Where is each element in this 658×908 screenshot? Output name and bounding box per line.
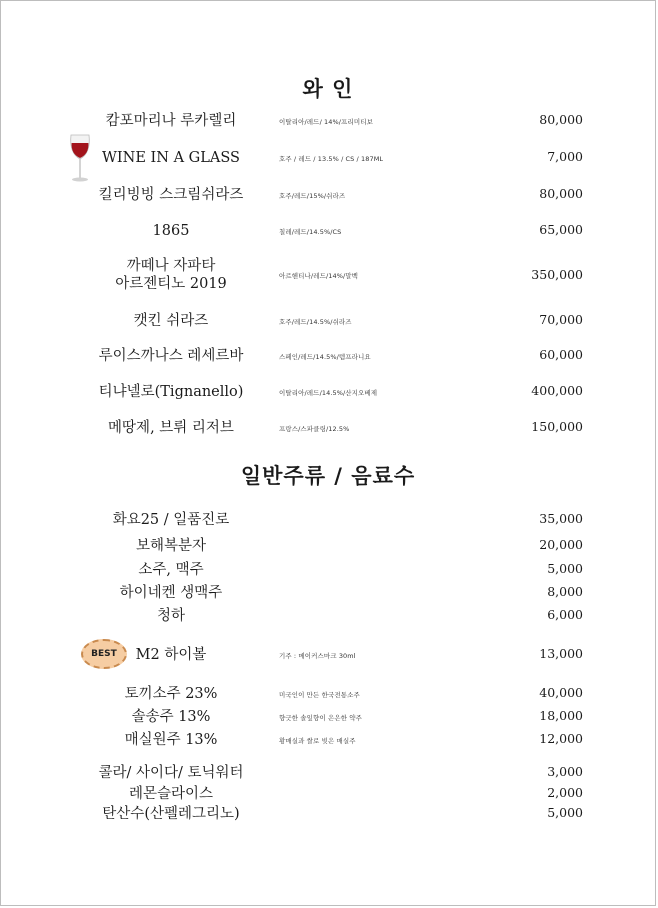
- item-desc: 프랑스/스파클링/12.5%: [279, 425, 350, 433]
- item-price: 70,000: [539, 312, 583, 327]
- item-price: 80,000: [539, 112, 583, 127]
- item-name: 하이네켄 생맥주: [119, 585, 223, 601]
- item-name: 솔송주 13%: [131, 709, 211, 725]
- item-name: WINE IN A GLASS: [102, 150, 240, 166]
- drinks-section-title: 일반주류 / 음료수: [240, 464, 416, 488]
- item-desc: 호주 / 레드 / 13.5% / CS / 187ML: [279, 155, 384, 163]
- item-name-line: 까떼나 자파타: [126, 258, 216, 274]
- item-price: 12,000: [539, 731, 583, 746]
- item-name: 매실원주 13%: [124, 732, 218, 748]
- item-price: 40,000: [539, 685, 583, 700]
- item-name: 1865: [152, 223, 190, 239]
- item-name-line: 아르젠티노 2019: [115, 276, 227, 292]
- item-desc: 칠레/레드/14.5%/CS: [279, 228, 342, 236]
- item-price: 350,000: [531, 267, 583, 282]
- item-name: 청하: [156, 608, 185, 624]
- item-desc: 호주/레드/14.5%/쉬라즈: [279, 318, 352, 326]
- item-desc: 스페인/레드/14.5%/템프라니요: [279, 353, 371, 361]
- item-price: 3,000: [547, 764, 583, 779]
- item-desc: 향긋한 솔잎향이 은은한 약주: [279, 714, 363, 722]
- item-price: 7,000: [547, 149, 583, 164]
- wine-section-title: 와 인: [302, 77, 354, 101]
- item-price: 13,000: [539, 646, 583, 661]
- item-desc: 황매실과 쌀로 빚은 매실주: [279, 737, 356, 745]
- item-name: 탄산수(산펠레그리노): [102, 806, 240, 822]
- item-price: 400,000: [531, 383, 583, 398]
- item-desc: 아르헨티나/레드/14%/말벡: [279, 272, 359, 280]
- item-price: 80,000: [539, 186, 583, 201]
- item-desc: 이탈리아/레드/ 14%/프리미티보: [279, 118, 373, 126]
- item-name: [46, 257, 296, 293]
- item-name: 메땅제, 브뤼 리저브: [108, 420, 234, 436]
- item-price: 8,000: [547, 584, 583, 599]
- item-price: 65,000: [539, 222, 583, 237]
- item-desc: 이탈리아/레드/14.5%/산지오베제: [279, 389, 378, 397]
- item-price: 150,000: [531, 419, 583, 434]
- item-name: M2 하이볼: [135, 647, 207, 663]
- item-name: 소주, 맥주: [138, 562, 204, 578]
- item-name: 티냐넬로(Tignanello): [98, 384, 244, 400]
- item-price: 20,000: [539, 537, 583, 552]
- item-price: 6,000: [547, 607, 583, 622]
- item-desc: 기주 : 메이커스마크 30ml: [279, 652, 356, 660]
- item-desc: 미국인이 만든 한국전통소주: [279, 691, 360, 699]
- item-price: 5,000: [547, 561, 583, 576]
- item-price: 60,000: [539, 347, 583, 362]
- item-price: 2,000: [547, 785, 583, 800]
- item-name: 보해복분자: [135, 538, 207, 554]
- item-name: 캣킨 쉬라즈: [133, 313, 209, 329]
- item-name: 루이스까나스 레세르바: [98, 348, 244, 364]
- item-name: 화요25 / 일품진로: [112, 512, 230, 528]
- item-name: 토끼소주 23%: [124, 686, 218, 702]
- best-badge: BEST: [81, 639, 127, 669]
- item-price: 35,000: [539, 511, 583, 526]
- item-price: 5,000: [547, 805, 583, 820]
- item-name: 레몬슬라이스: [128, 786, 214, 802]
- item-name: 캄포마리나 루카렐리: [105, 113, 237, 129]
- item-desc: 호주/레드/15%/쉬라즈: [279, 192, 346, 200]
- item-name: 콜라/ 사이다/ 토닉워터: [98, 765, 244, 781]
- item-price: 18,000: [539, 708, 583, 723]
- item-name: 킬리빙빙 스크림쉬라즈: [98, 187, 244, 203]
